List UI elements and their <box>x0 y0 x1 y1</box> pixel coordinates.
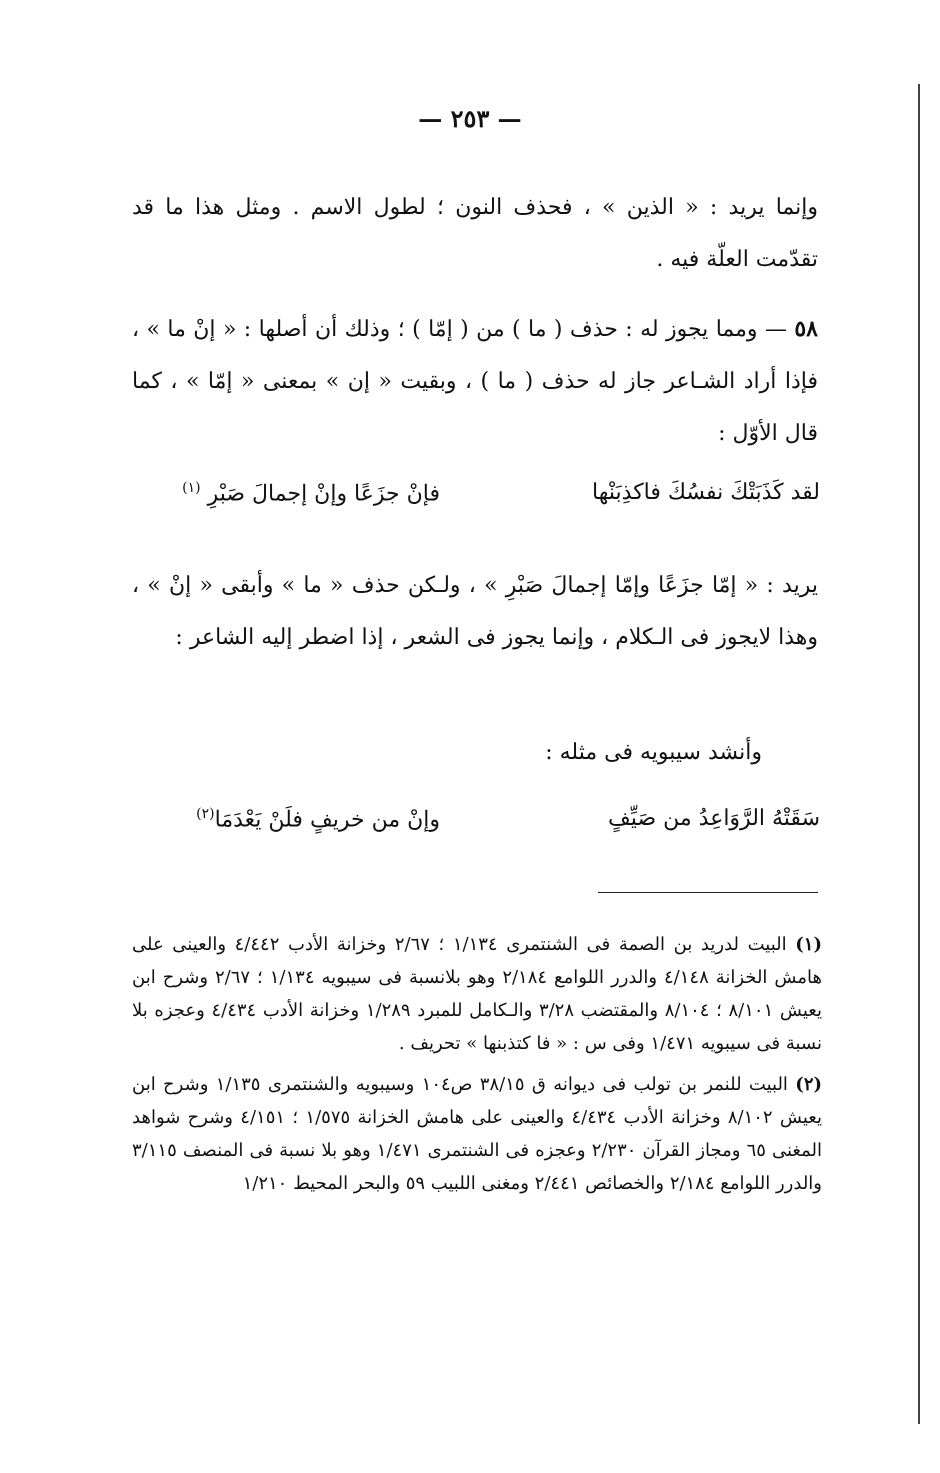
paragraph-58 <box>132 303 818 460</box>
paragraph-sibawayh: وأنشد سيبويه فى مثله : <box>545 740 762 765</box>
verse-1 <box>140 480 820 520</box>
verse-2-second-text: وإنْ من خريفٍ فلَنْ يَعْدَمَا <box>214 807 440 833</box>
paragraph-1: وإنما يريد : « الذين » ، فحذف النون ؛ لطول الاسم . ومثل هذا ما قد تقدّمت العلّة فيه . <box>132 195 818 272</box>
binding-edge-line <box>918 84 920 1424</box>
page-number: — ٢٥٣ — <box>418 104 522 133</box>
verse-1-second-text: فإنْ جزَعًا وإنْ إجمالَ صَبْرِ <box>207 481 440 507</box>
verse-2 <box>140 806 820 846</box>
footnote-1 <box>132 928 822 1060</box>
verse-2-second-hemistich <box>196 806 440 832</box>
footnotes <box>132 928 822 1208</box>
verse-2-first-hemistich: سَقَتْهُ الرَّوَاعِدُ من صَيِّفٍ <box>608 806 820 831</box>
footnote-1-number: (١) <box>795 934 822 955</box>
footnote-2 <box>132 1068 822 1200</box>
section-number: ٥٨ <box>794 316 818 342</box>
footnote-2-number: (٢) <box>795 1074 823 1095</box>
footnote-1-text: البيت لدريد بن الصمة فى الشنتمرى ١/١٣٤ ؛ ٢/٦٧ وخزانة الأدب ٤/٤٤٢ والعينى على هامش الخزانة ٤/١٤٨ والدرر اللوامع ٢/١٨٤ وهو بلانسبة فى سيبويه ١/١٣٤ ؛ ٢/٦٧ وشرح ابن يعيش ٨/١٠١ ؛ ٨/١٠٤ والمقتضب ٣/٢٨ والـكامل للمبرد ١/٢٨٩ وخزانة الأدب ٤/٤٣٤ وعجزه بلا نسبة فى سيبويه ١/٤٧١ وفى س : « فا كتذبنها » تحريف . <box>132 934 822 1054</box>
footnote-ref-2: (٢) <box>196 806 215 822</box>
paragraph-explanation: يريد : « إمّا جزَعًا وإمّا إجمالَ صَبْرِ » ، ولـكن حذف « ما » وأبقى « إنْ » ، وهذا لايجوز فى الـكلام ، وإنما يجوز فى الشعر ، إذا اضطر إليه الشاعر : <box>132 573 818 650</box>
paragraph-58-text: — ومما يجوز له : حذف ( ما ) من ( إمّا ) ؛ وذلك أن أصلها : « إنْ ما » ، فإذا أراد الشـاعر جاز له حذف ( ما ) ، وبقيت « إن » بمعنى « إمّا » ، كما قال الأوّل : <box>132 317 818 446</box>
footnote-2-text: البيت للنمر بن تولب فى ديوانه ق ٣٨/١٥ ص١٠٤ وسيبويه والشنتمرى ١/١٣٥ وشرح ابن يعيش ٨/١٠٢ وخزانة الأدب ٤/٤٣٤ والعينى على هامش الخزانة ١/٥٧٥ ؛ ٤/١٥١ وشرح شواهد المغنى ٦٥ ومجاز القرآن ٢/٢٣٠ وعجزه فى الشنتمرى ١/٤٧١ وهو بلا نسبة فى المنصف ٣/١١٥ والدرر اللوامع ٢/١٨٤ والخصائص ٢/٤٤١ ومغنى اللبيب ٥٩ والبحر المحيط ١/٢١٠ <box>132 1074 822 1194</box>
footnote-ref-1: (١) <box>182 480 201 496</box>
verse-1-first-hemistich: لقد كَذَبَتْكَ نفسُكَ فاكذِبَنْها <box>592 480 820 505</box>
footnote-divider <box>598 892 818 893</box>
verse-1-second-hemistich <box>182 480 440 506</box>
